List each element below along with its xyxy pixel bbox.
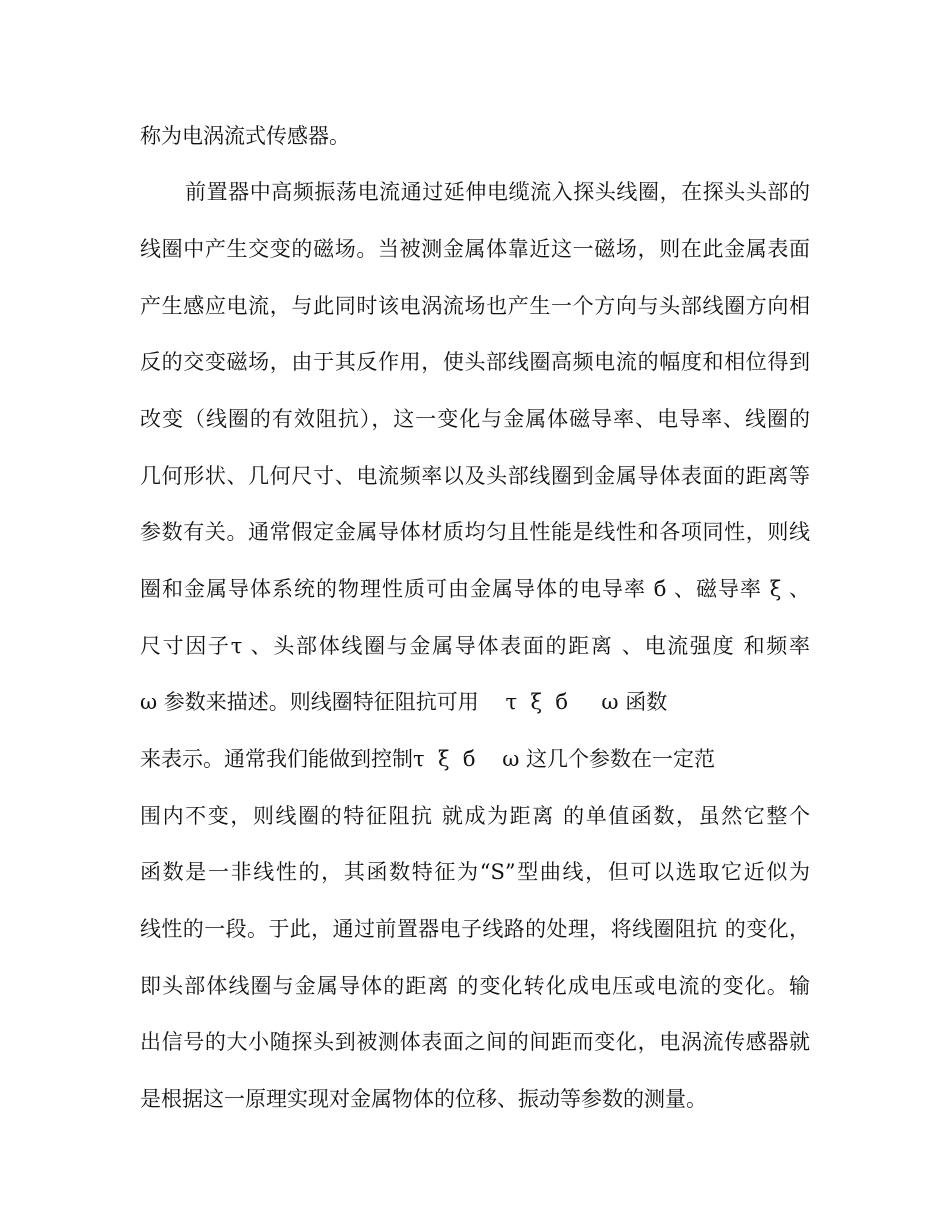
text-line-15: 线性的一段。于此，通过前置器电子线路的处理，将线圈阻抗 的变化， xyxy=(140,917,810,941)
text-line-16: 即头部体线圈与金属导体的距离 的变化转化成电压或电流的变化。输 xyxy=(140,974,810,998)
text-line-10: 尺寸因子τ 、头部体线圈与金属导体表面的距离 、电流强度 和频率 xyxy=(140,634,810,658)
text-line-13: 围内不变，则线圈的特征阻抗 就成为距离 的单值函数，虽然它整个 xyxy=(140,804,810,828)
text-line-11: ω 参数来描述。则线圈特征阻抗可用 τ ξ б ω 函数 xyxy=(140,690,668,714)
text-line-12: 来表示。通常我们能做到控制τ ξ б ω 这几个参数在一定范 xyxy=(140,747,716,771)
text-line-5: 反的交变磁场，由于其反作用，使头部线圈高频电流的幅度和相位得到 xyxy=(140,350,810,374)
text-line-9: 圈和金属导体系统的物理性质可由金属导体的电导率 б 、磁导率 ξ 、 xyxy=(140,577,810,601)
text-line-7: 几何形状、几何尺寸、电流频率以及头部线圈到金属导体表面的距离等 xyxy=(140,464,810,488)
text-line-6: 改变（线圈的有效阻抗），这一变化与金属体磁导率、电导率、线圈的 xyxy=(140,407,810,431)
text-line-14: 函数是一非线性的，其函数特征为“S”型曲线，但可以选取它近似为 xyxy=(140,860,810,884)
text-line-18: 是根据这一原理实现对金属物体的位移、振动等参数的测量。 xyxy=(140,1087,707,1111)
text-line-3: 线圈中产生交变的磁场。当被测金属体靠近这一磁场，则在此金属表面 xyxy=(140,237,810,261)
text-line-4: 产生感应电流，与此同时该电涡流场也产生一个方向与头部线圈方向相 xyxy=(140,294,810,318)
text-line-17: 出信号的大小随探头到被测体表面之间的间距而变化，电涡流传感器就 xyxy=(140,1030,810,1054)
text-line-8: 参数有关。通常假定金属导体材质均匀且性能是线性和各项同性，则线 xyxy=(140,520,810,544)
text-line-1: 称为电涡流式传感器。 xyxy=(140,124,350,148)
text-line-2: 前置器中高频振荡电流通过延伸电缆流入探头线圈，在探头头部的 xyxy=(185,180,810,204)
